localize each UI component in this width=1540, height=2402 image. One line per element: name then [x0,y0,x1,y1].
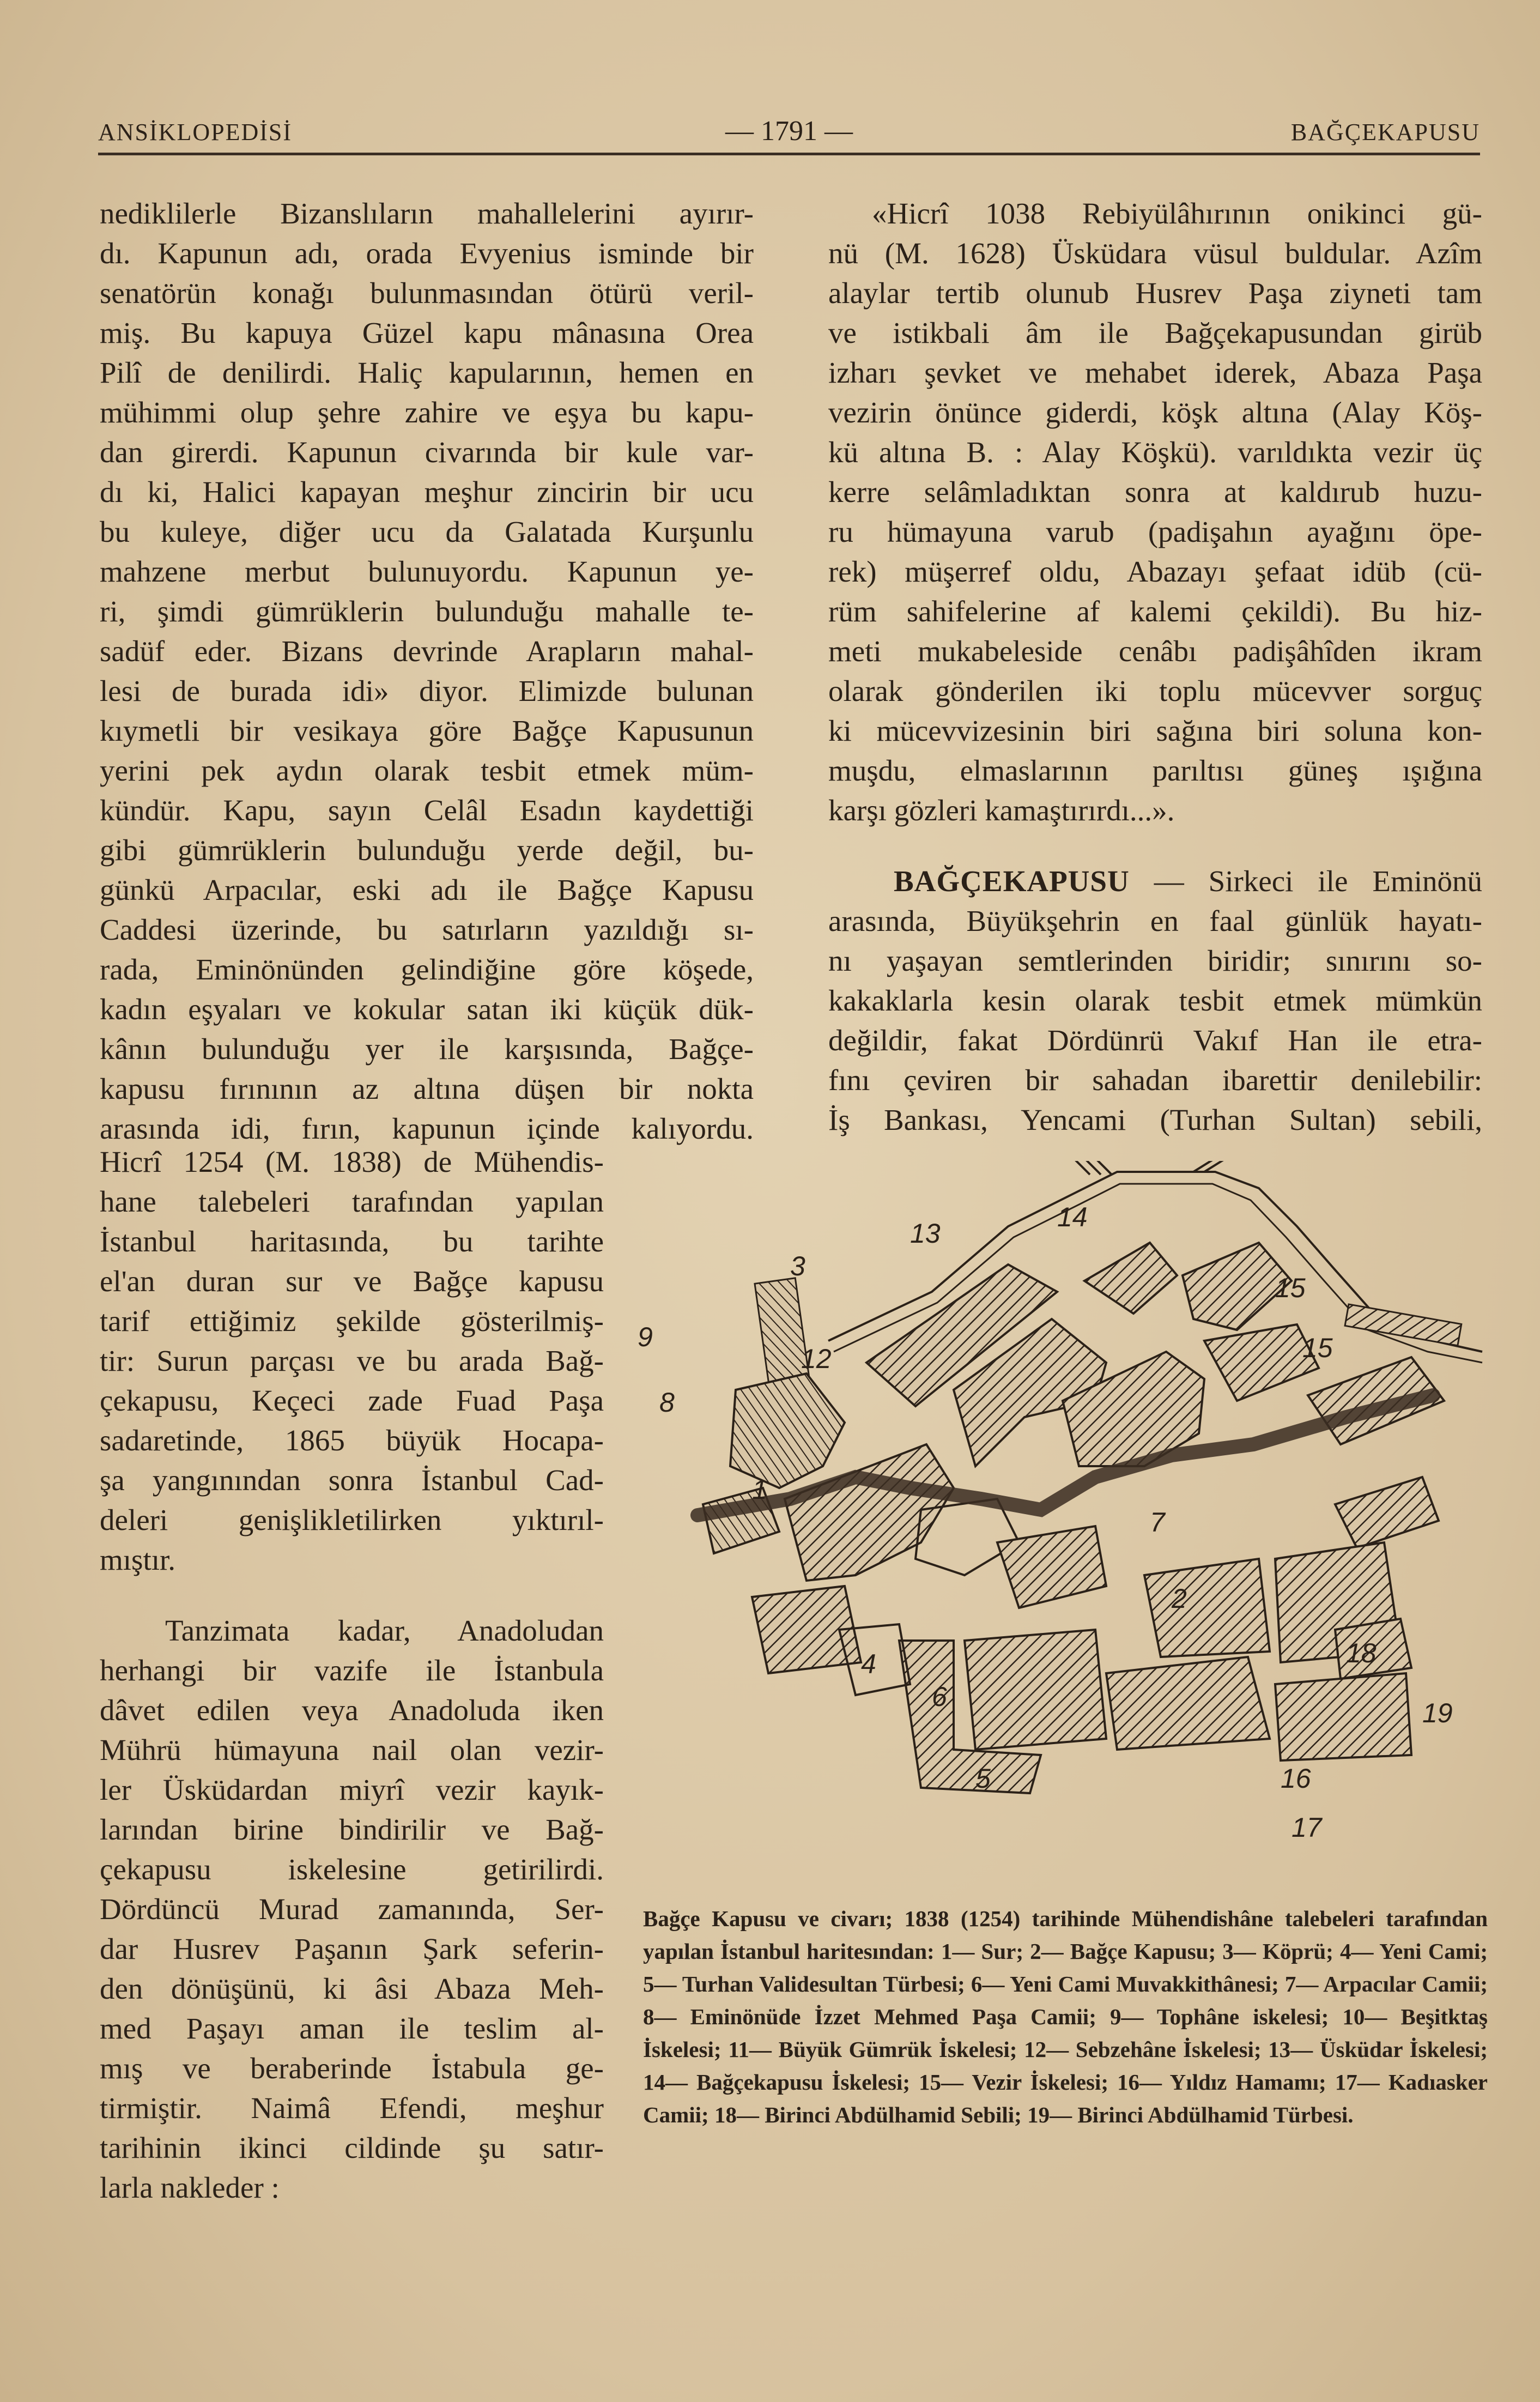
entry-first-line [828,861,1482,901]
text-line: Mührü hümayuna nail olan vezir- [100,1733,604,1766]
text-line: gibi gümrüklerin bulunduğu yerde değil, bu- [100,833,754,867]
map-label-18: 18 [1346,1638,1377,1668]
page-header [98,109,1480,155]
text-line: Dördüncü Murad zamanında, Ser- [100,1892,604,1926]
text-line: — Sirkeci ile Eminönü [1154,864,1483,898]
text-line: kü altına B. : Alay Köşkü). varıldıkta vezir üç [828,435,1482,469]
text-line: mıştır. [100,1543,176,1576]
text-line: lesi de burada idi» diyor. Elimizde bulunan [100,674,754,707]
text-line: larla nakleder : [100,2171,280,2204]
map-label-1: 1 [752,1474,767,1505]
text-line: şa yangınından sonra İstanbul Cad- [100,1463,604,1497]
text-line: rek) müşerref oldu, Abazayı şefaat idüb (cü- [828,555,1482,588]
map-label-4: 4 [861,1649,876,1679]
text-line: el'an duran sur ve Bağçe kapusu [100,1264,604,1298]
text-line: tarihinin ikinci cildinde şu satır- [100,2131,604,2164]
page-number: — 1791 — [725,116,853,147]
text-line: ki mücevvizesinin biri sağına biri soluna kon- [828,714,1482,747]
text-line: rada, Eminönünden gelindiğine göre köşede, [100,953,754,986]
text-line: nü (M. 1628) Üsküdara vüsul buldular. Azîm [828,237,1482,270]
text-line: ve istikbali âm ile Bağçekapusundan girüb [828,316,1482,349]
text-line: kadın eşyaları ve kokular satan iki küçük dük- [100,993,754,1026]
text-line: kapusu fırınının az altına düşen bir nokta [100,1072,754,1105]
text-line: karşı gözleri kamaştırırdı...». [828,794,1175,827]
right-column-quote [828,193,1482,830]
text-line: kânın bulunduğu yer ile karşısında, Bağçe- [100,1032,754,1066]
header-left: ANSİKLOPEDİSİ [98,119,292,146]
map-label-16: 16 [1281,1763,1311,1794]
text-line: değildir, fakat Dördünrü Vakıf Han ile etra- [828,1024,1482,1057]
text-line: deleri genişlikletilirken yıktırıl- [100,1503,604,1536]
text-line: mış ve beraberinde İstabula ge- [100,2052,604,2085]
text-line: mühimmi olup şehre zahire ve eşya bu kapu- [100,396,754,429]
text-line: dan girerdi. Kapunun civarında bir kule var- [100,435,754,469]
text-line: med Paşayı aman ile teslim al- [100,2012,604,2045]
text-line: ru hümayuna varub (padişahın ayağını öpe- [828,515,1482,548]
map-label-8: 8 [659,1387,675,1418]
text-line: meti mukabeleside cenâbı padişâhîden ikram [828,634,1482,668]
text-line: olarak gönderilen iki toplu mücevver sorguç [828,674,1482,707]
map-label-13: 14 [1057,1202,1088,1232]
left-column-top [100,193,754,1148]
text-line: yerini pek aydın olarak tesbit etmek müm- [100,754,754,787]
map-label-11: 12 [801,1344,832,1374]
text-line: dar Husrev Paşanın Şark seferin- [100,1932,604,1965]
text-line: sadaretinde, 1865 büyük Hocapa- [100,1424,604,1457]
text-line: den dönüşünü, ki âsi Abaza Meh- [100,1972,604,2005]
text-line: tirmiştir. Naimâ Efendi, meşhur [100,2091,604,2125]
text-line: Pilî de denilirdi. Haliç kapularının, hemen en [100,356,754,389]
text-line: çekapusu iskelesine getirilirdi. [100,1853,604,1886]
text-line: bu kuleye, diğer ucu da Galatada Kurşunlu [100,515,754,548]
map-label-12: 13 [910,1218,941,1249]
text-line: nı yaşayan semtlerinden biridir; sınırını so- [828,944,1482,977]
map-label-7: 7 [1150,1507,1165,1538]
text-line: dı ki, Halici kapayan meşhur zincirin bir ucu [100,475,754,509]
map-label-2: 2 [1172,1583,1187,1614]
text-line: Caddesi üzerinde, bu satırların yazıldığı sı- [100,913,754,946]
text-line: izharı şevket ve mehabet iderek, Abaza Paşa [828,356,1482,389]
left-column-narrow [100,1142,604,1580]
text-line: fını çeviren bir sahadan ibarettir denilebilir: [828,1063,1482,1097]
map-caption: Bağçe Kapusu ve civarı; 1838 (1254) tarihinde Mühendishâne talebeleri tarafından yapılan İstanbul haritesından: 1— Sur; 2— Bağçe Kapusu; 3— Köprü; 4— Yeni Cami; 5— Turhan Validesultan Türbesi; 6— Yeni Cami Muvakkithânesi; 7— Arpacılar Camii; 8— Eminönüde İzzet Mehmed Paşa Camii; 9— Tophâne iskelesi; 10— Beşitktaş İskelesi; 11— Büyük Gümrük İskelesi; 12— Sebzehâne İskelesi; 13— Üsküdar İskelesi; 14— Bağçekapusu İskelesi; 15— Vezir İskelesi; 16— Yıldız Hamamı; 17— Kadıasker Camii; 18— Birinci Abdülhamid Sebili; 19— Birinci Abdülhamid Türbesi. [643,1906,1488,2127]
map-label-14: 15 [1275,1273,1306,1303]
text-line: dâvet edilen veya Anadoluda iken [100,1693,604,1727]
text-line: nediklilerle Bizanslıların mahallelerini ayırır- [100,197,754,230]
right-column-entry [828,861,1482,1140]
text-line: Tanzimata kadar, Anadoludan [165,1614,604,1647]
text-line: kıymetli bir vesikaya göre Bağçe Kapusunun [100,714,754,747]
text-line: alaylar tertib olunub Husrev Paşa ziyneti tam [828,276,1482,310]
text-line: ri, şimdi gümrüklerin bulunduğu mahalle te- [100,595,754,628]
map-label-3: 3 [790,1251,805,1281]
text-line: herhangi bir vazife ile İstanbula [100,1654,604,1687]
text-line: sadüf eder. Bizans devrinde Arapların mahal- [100,634,754,668]
text-line: kerre selâmladıktan sonra at kaldırub huzu- [828,475,1482,509]
map-label-6: 6 [932,1681,947,1712]
text-line: günkü Arpacılar, eski adı ile Bağçe Kapusu [100,873,754,906]
text-line: rüm sahifelerine af kalemi çekildi). Bu hiz- [828,595,1482,628]
historical-map [627,1161,1493,1891]
text-line: İstanbul haritasında, bu tarihte [100,1225,604,1258]
left-column-bottom [100,1611,604,2207]
text-line: tarif ettiğimiz şekilde gösterilmiş- [100,1304,604,1338]
text-line: miş. Bu kapuya Güzel kapu mânasına Orea [100,316,754,349]
text-line: ler Üsküdardan miyrî vezir kayık- [100,1773,604,1806]
text-line: arasında idi, fırın, kapunun içinde kalıyordu. [100,1112,754,1145]
text-line: mahzene merbut bulunuyordu. Kapunun ye- [100,555,754,588]
map-label-9: 9 [638,1322,653,1352]
text-line: çekapusu, Keçeci zade Fuad Paşa [100,1384,604,1417]
entry-heading: BAĞÇEKAPUSU [894,864,1130,898]
text-line: arasında, Büyükşehrin en faal günlük hayatı- [828,904,1482,937]
text-line: kündür. Kapu, sayın Celâl Esadın kaydettiği [100,794,754,827]
text-line: «Hicrî 1038 Rebiyülâhırının onikinci gü- [872,197,1482,230]
text-line: Hicrî 1254 (M. 1838) de Mühendis- [100,1145,604,1178]
text-line: hane talebeleri tarafından yapılan [100,1185,604,1218]
text-line: senatörün konağı bulunmasından ötürü veril- [100,276,754,310]
text-line: İş Bankası, Yencami (Turhan Sultan) sebili, [828,1103,1482,1136]
text-line: kakaklarla kesin olarak tesbit etmek mümkün [828,984,1482,1017]
text-line: muşdu, elmaslarının parıltısı güneş ışığına [828,754,1482,787]
map-label-5: 5 [975,1763,991,1794]
text-line: tir: Surun parçası ve bu arada Bağ- [100,1344,604,1377]
map-label-15: 15 [1302,1333,1333,1363]
map-label-17: 17 [1292,1812,1322,1843]
map-label-19: 19 [1422,1698,1453,1728]
text-line: dı. Kapunun adı, orada Evyenius isminde bir [100,237,754,270]
text-line: larından birine bindirilir ve Bağ- [100,1813,604,1846]
header-right: BAĞÇEKAPUSU [1290,119,1480,146]
text-line: vezirin önünce giderdi, köşk altına (Alay Köş- [828,396,1482,429]
